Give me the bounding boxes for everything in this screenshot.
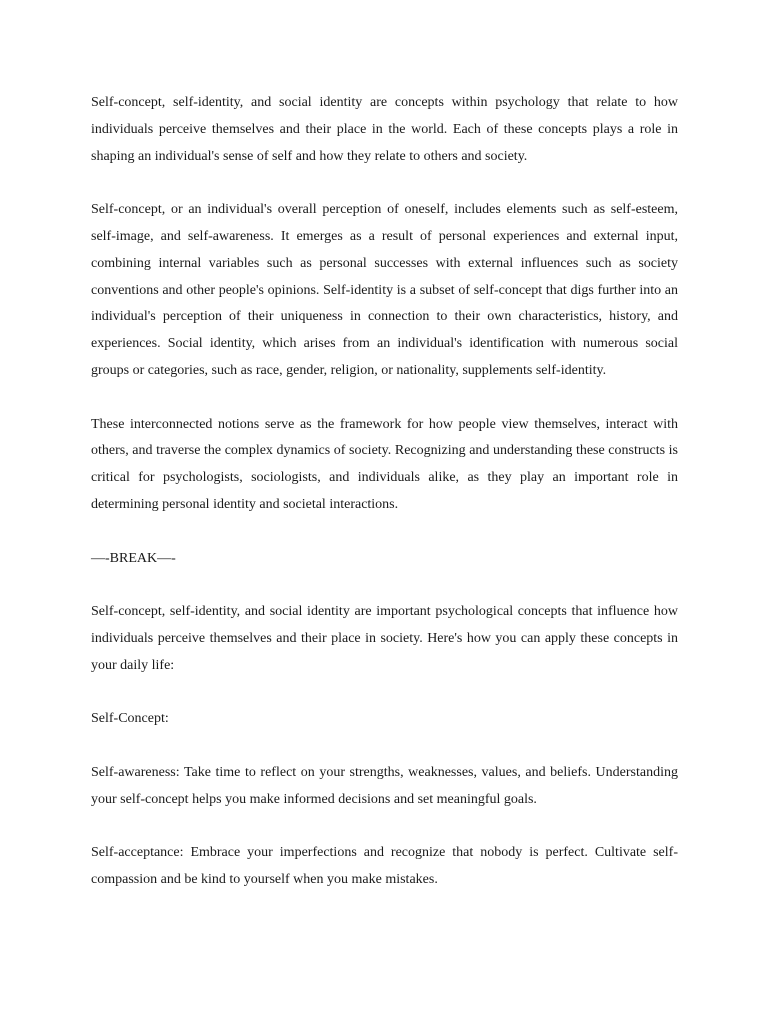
paragraph-daily-life-intro: Self-concept, self-identity, and social identity are important psychological concepts that influence how individuals perceive themselves and their place in society. Here's how you can apply these concepts in your daily life: xyxy=(91,604,678,673)
section-break: —-BREAK—- xyxy=(91,550,176,566)
paragraph-intro: Self-concept, self-identity, and social identity are concepts within psychology that relate to how individuals perceive themselves and their place in the world. Each of these concepts plays a role in shaping an individual's sense of self and how they relate to others and society. xyxy=(91,95,678,164)
paragraph-self-acceptance: Self-acceptance: Embrace your imperfections and recognize that nobody is perfect. Cultivate self-compassion and be kind to yourself when you make mistakes. xyxy=(91,845,678,888)
paragraph-self-concept-definition: Self-concept, or an individual's overall perception of oneself, includes elements such as self-esteem, self-image, and self-awareness. It emerges as a result of personal experiences and external input, combining internal variables such as personal successes with external influences such as society conventions and other people's opinions. Self-identity is a subset of self-concept that digs further into an individual's perception of their uniqueness in connection to their own characteristics, history, and experiences. Social identity, which arises from an individual's identification with numerous social groups or categories, such as race, gender, religion, or nationality, supplements self-identity. xyxy=(91,202,678,378)
paragraph-self-awareness: Self-awareness: Take time to reflect on your strengths, weaknesses, values, and beliefs. Understanding your self-concept helps you make informed decisions and set meaningful goals. xyxy=(91,764,678,807)
document-body xyxy=(91,90,678,921)
heading-self-concept: Self-Concept: xyxy=(91,711,169,727)
paragraph-interconnected-notions: These interconnected notions serve as the framework for how people view themselves, interact with others, and traverse the complex dynamics of society. Recognizing and understanding these constructs is critical for psychologists, sociologists, and individuals alike, as they play an important role in determining personal identity and societal interactions. xyxy=(91,416,678,512)
